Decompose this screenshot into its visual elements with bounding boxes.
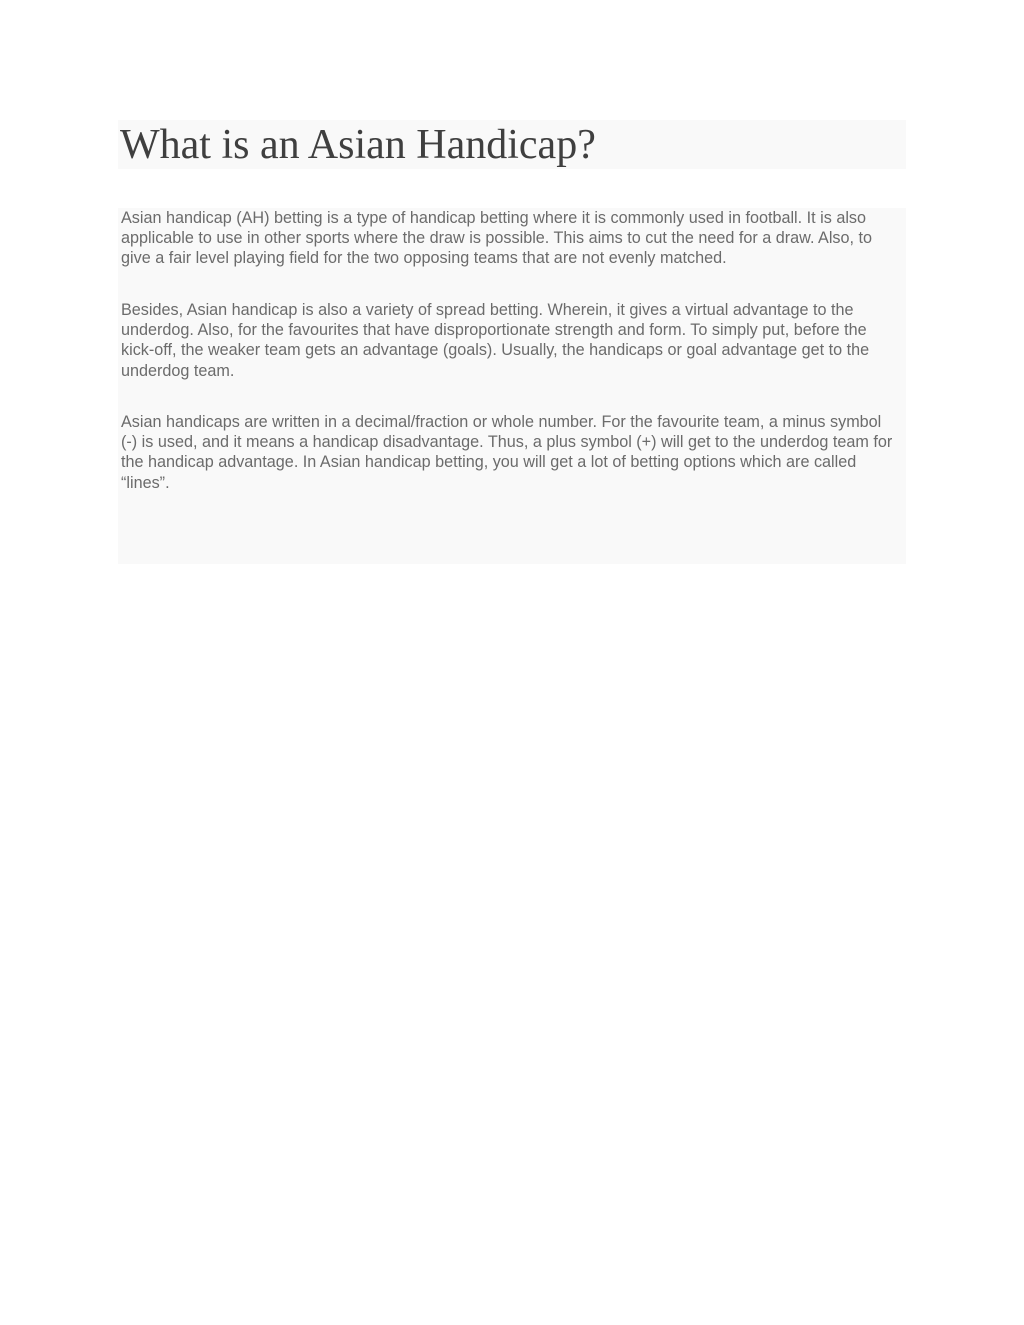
paragraph-spread-betting: Besides, Asian handicap is also a variety of spread betting. Wherein, it gives a virtual advantage to the underdog. Also, for the favourites that have disproportionate strength and form. To simply put, before the kick-off, the weaker team gets an advantage (goals). Usually, the handicaps or goal advantage get to the underdog team.: [121, 301, 870, 380]
paragraph-intro: Asian handicap (AH) betting is a type of handicap betting where it is commonly used in football. It is also applicable to use in other sports where the draw is possible. This aims to cut the need for a draw. Also, to give a fair level playing field for the two opposing teams that are not evenly matched.: [121, 209, 873, 268]
article-body: [118, 208, 906, 564]
title-block: [118, 120, 906, 169]
page-title: What is an Asian Handicap?: [120, 122, 596, 168]
paragraph-notation: Asian handicaps are written in a decimal/fraction or whole number. For the favourite team, a minus symbol (-) is used, and it means a handicap disadvantage. Thus, a plus symbol (+) will get to the underdog team for the handicap advantage. In Asian handicap betting, you will get a lot of betting options which are called “lines”.: [121, 413, 893, 492]
